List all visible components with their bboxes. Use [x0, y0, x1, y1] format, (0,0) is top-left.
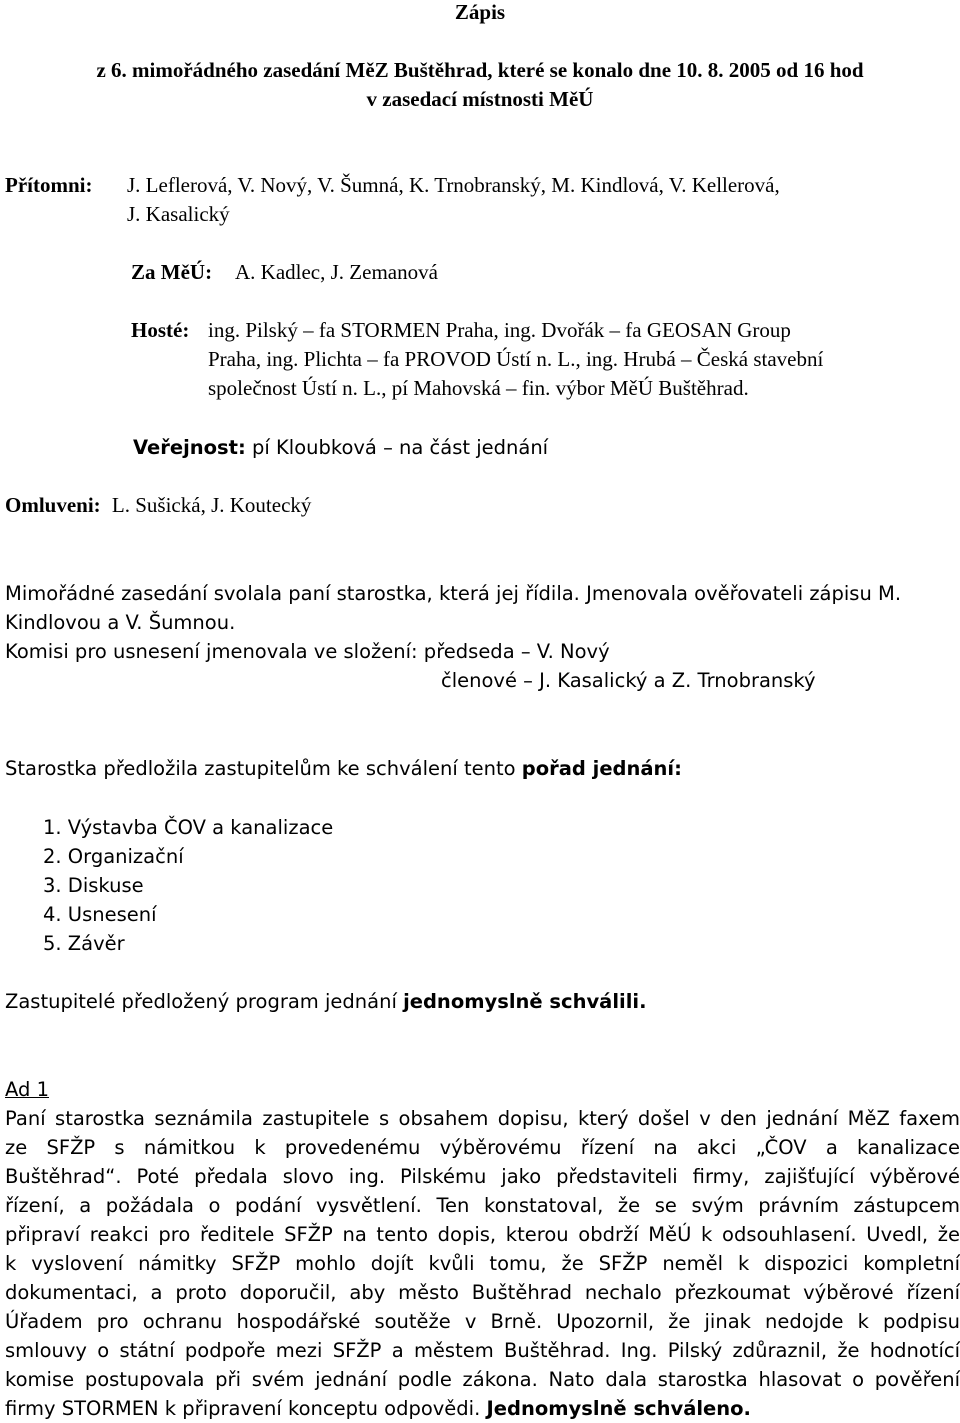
agenda-item: 5. Závěr	[43, 932, 125, 955]
intro-line3: Komisi pro usnesení jmenovala ve složení: předseda – V. Nový	[5, 640, 610, 663]
agenda-approval-bold: jednomyslně schválili.	[403, 990, 647, 1013]
ad1-paragraph-line: Paní starostka seznámila zastupitele s obsahem dopisu, který došel v den jednání MěZ faxem	[5, 1107, 960, 1130]
present-names-line1: J. Leflerová, V. Nový, V. Šumná, K. Trnobranský, M. Kindlová, V. Kellerová,	[127, 173, 780, 197]
ad1-paragraph-line: dokumentaci, a proto doporučil, aby město Buštěhrad nechalo přezkoumat výběrové řízení	[5, 1281, 960, 1304]
ad1-paragraph-line: Buštěhrad“. Poté předala slovo ing. Pilskému jako představiteli firmy, zajišťující výběrové	[5, 1165, 960, 1188]
agenda-approval-text: Zastupitelé předložený program jednání	[5, 990, 397, 1013]
intro-line2: Kindlovou a V. Šumnou.	[5, 611, 236, 634]
agenda-item: 1. Výstavba ČOV a kanalizace	[43, 816, 334, 839]
guests-line3: společnost Ústí n. L., pí Mahovská – fin. výbor MěÚ Buštěhrad.	[208, 376, 749, 400]
intro-line4: členové – J. Kasalický a Z. Trnobranský	[441, 669, 816, 692]
ad1-last-line-bold: Jednomyslně schváleno.	[486, 1397, 751, 1420]
document-subtitle-line2: v zasedací místnosti MěÚ	[366, 87, 594, 111]
ad1-paragraph-line: ze SFŽP s námitkou k provedenému výběrovému řízení na akci „ČOV a kanalizace	[5, 1136, 960, 1159]
agenda-intro-text: Starostka předložila zastupitelům ke schválení tento	[5, 757, 516, 780]
office-names: A. Kadlec, J. Zemanová	[235, 260, 438, 284]
excused-row	[5, 491, 311, 520]
agenda-intro	[5, 754, 682, 783]
ad1-paragraph-line: komise postupovala při svém jednání podle zákona. Nato dala starostka hlasovat o pověření	[5, 1368, 960, 1391]
public-label: Veřejnost:	[133, 436, 246, 459]
ad1-paragraph-line: připraví reakci pro ředitele SFŽP na tento dopis, kterou obdrží MěÚ k odsouhlasení. Uvedl, že	[5, 1223, 960, 1246]
ad1-heading: Ad 1	[5, 1078, 49, 1101]
intro-line1: Mimořádné zasedání svolala paní starostka, která jej řídila. Jmenovala ověřovateli zápisu M.	[5, 582, 902, 605]
guests-line1: ing. Pilský – fa STORMEN Praha, ing. Dvořák – fa GEOSAN Group	[208, 318, 791, 342]
ad1-paragraph-line: k vyslovení námitky SFŽP mohlo dojít kvůli tomu, že SFŽP neměl k dispozici kompletní	[5, 1252, 960, 1275]
agenda-item: 4. Usnesení	[43, 903, 157, 926]
excused-names: L. Sušická, J. Koutecký	[111, 493, 312, 517]
ad1-last-line	[5, 1394, 751, 1423]
office-label: Za MěÚ:	[131, 260, 213, 284]
public-row	[133, 433, 548, 462]
ad1-paragraph-line: Úřadem pro ochranu hospodářské soutěže v Brně. Upozornil, že jinak nedojde k podpisu	[5, 1310, 960, 1333]
document-subtitle-line1: z 6. mimořádného zasedání MěZ Buštěhrad, které se konalo dne 10. 8. 2005 od 16 hod	[96, 58, 864, 82]
agenda-item: 3. Diskuse	[43, 874, 144, 897]
document-title: Zápis	[454, 0, 506, 24]
ad1-paragraph-line: řízení, a požádala o podání vysvětlení. Ten konstatoval, že se svým právním zástupcem	[5, 1194, 960, 1217]
agenda-approval	[5, 987, 647, 1016]
excused-label: Omluveni:	[5, 493, 101, 517]
agenda-intro-bold: pořad jednání:	[521, 757, 682, 780]
present-label: Přítomni:	[5, 173, 93, 197]
present-names-line2: J. Kasalický	[127, 202, 230, 226]
guests-label: Hosté:	[131, 318, 190, 342]
agenda-item: 2. Organizační	[43, 845, 184, 868]
public-names: pí Kloubková – na část jednání	[252, 436, 549, 459]
ad1-paragraph-line: smlouvy o státní podpoře mezi SFŽP a městem Buštěhrad. Ing. Pilský zdůraznil, že hodnotící	[5, 1339, 960, 1362]
guests-line2: Praha, ing. Plichta – fa PROVOD Ústí n. L., ing. Hrubá – Česká stavební	[208, 347, 824, 371]
ad1-last-line-text: firmy STORMEN k připravení konceptu odpovědi.	[5, 1397, 481, 1420]
